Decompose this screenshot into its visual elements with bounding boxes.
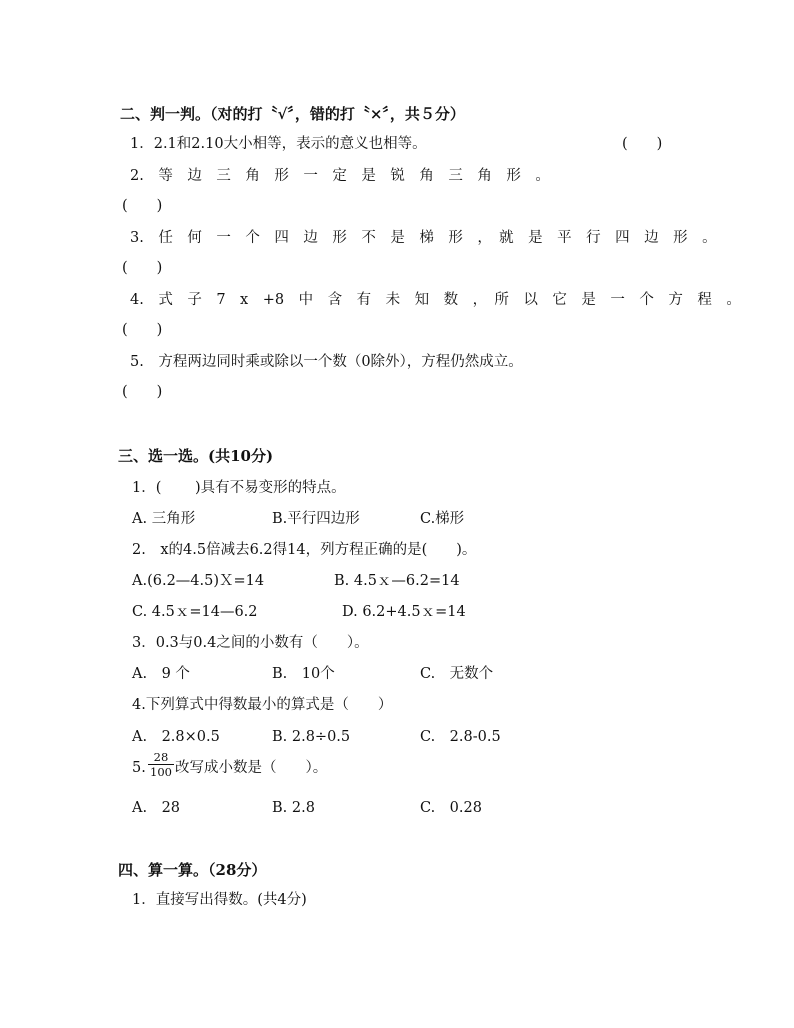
choice-q3-option-b: B. 10个 xyxy=(272,666,335,682)
choice-q1-option-a: A. 三角形 xyxy=(132,511,196,527)
choice-q1-text: 1．( )具有不易变形的特点。 xyxy=(132,480,346,496)
section-2-heading: 二、判一判。（对的打〝√〞，错的打〝×〞，共５分） xyxy=(120,105,465,123)
judge-q2-text: 2. 等 边 三 角 形 一 定 是 锐 角 三 角 形 。 xyxy=(130,168,550,184)
choice-q2-text: 2. x的4.5倍减去6.2得14，列方程正确的是( )。 xyxy=(132,542,477,558)
section-3-heading: 三、选一选。(共10分) xyxy=(118,447,274,465)
choice-q5-option-a: A. 28 xyxy=(132,800,181,816)
judge-q4-answer-paren: ( ) xyxy=(122,322,163,338)
fraction-denominator: 100 xyxy=(150,765,172,779)
choice-q4-text: 4.下列算式中得数最小的算式是（ ） xyxy=(132,697,393,713)
judge-q5-text: 5. 方程两边同时乘或除以一个数（0除外），方程仍然成立。 xyxy=(130,354,523,370)
judge-q3-text: 3. 任 何 一 个 四 边 形 不 是 梯 形 ， 就 是 平 行 四 边 形 。 xyxy=(130,230,717,246)
choice-q5-option-b: B. 2.8 xyxy=(272,800,315,816)
choice-q1-option-b: B.平行四边形 xyxy=(272,511,360,527)
choice-q1-option-c: C.梯形 xyxy=(420,511,465,527)
judge-q5-answer-paren: ( ) xyxy=(122,384,163,400)
choice-q2-option-b: B. 4.5ｘ—6.2=14 xyxy=(334,573,460,589)
choice-q5-fraction xyxy=(148,750,174,779)
choice-q5-prefix: 5. xyxy=(132,760,146,776)
choice-q4-option-c: C. 2.8-0.5 xyxy=(420,729,501,745)
choice-q2-option-d: D. 6.2+4.5ｘ=14 xyxy=(342,604,466,620)
choice-q3-option-c: C. 无数个 xyxy=(420,666,494,682)
judge-q1-text: 1．2.1和2.10大小相等，表示的意义也相等。 xyxy=(130,136,427,152)
choice-q3-text: 3．0.3与0.4之间的小数有（ ）。 xyxy=(132,635,369,651)
choice-q2-option-a: A.(6.2—4.5)Ｘ=14 xyxy=(132,573,265,589)
judge-q1-answer-paren: ( ) xyxy=(622,136,663,152)
choice-q4-option-b: B. 2.8÷0.5 xyxy=(272,729,351,745)
section-4-heading: 四、算一算。（28分） xyxy=(118,861,267,879)
judge-q3-answer-paren: ( ) xyxy=(122,260,163,276)
choice-q5-text: 改写成小数是（ ）。 xyxy=(175,760,328,776)
choice-q5-option-c: C. 0.28 xyxy=(420,800,482,816)
calc-q1-text: 1．直接写出得数。(共4分) xyxy=(132,892,307,908)
judge-q2-answer-paren: ( ) xyxy=(122,198,163,214)
fraction-numerator: 28 xyxy=(148,750,174,765)
choice-q3-option-a: A. 9 个 xyxy=(132,666,190,682)
choice-q4-option-a: A. 2.8×0.5 xyxy=(132,729,220,745)
judge-q4-text: 4. 式 子 7 x +8 中 含 有 未 知 数 ， 所 以 它 是 一 个 方 程 。 xyxy=(130,292,741,308)
choice-q2-option-c: C. 4.5ｘ=14—6.2 xyxy=(132,604,258,620)
